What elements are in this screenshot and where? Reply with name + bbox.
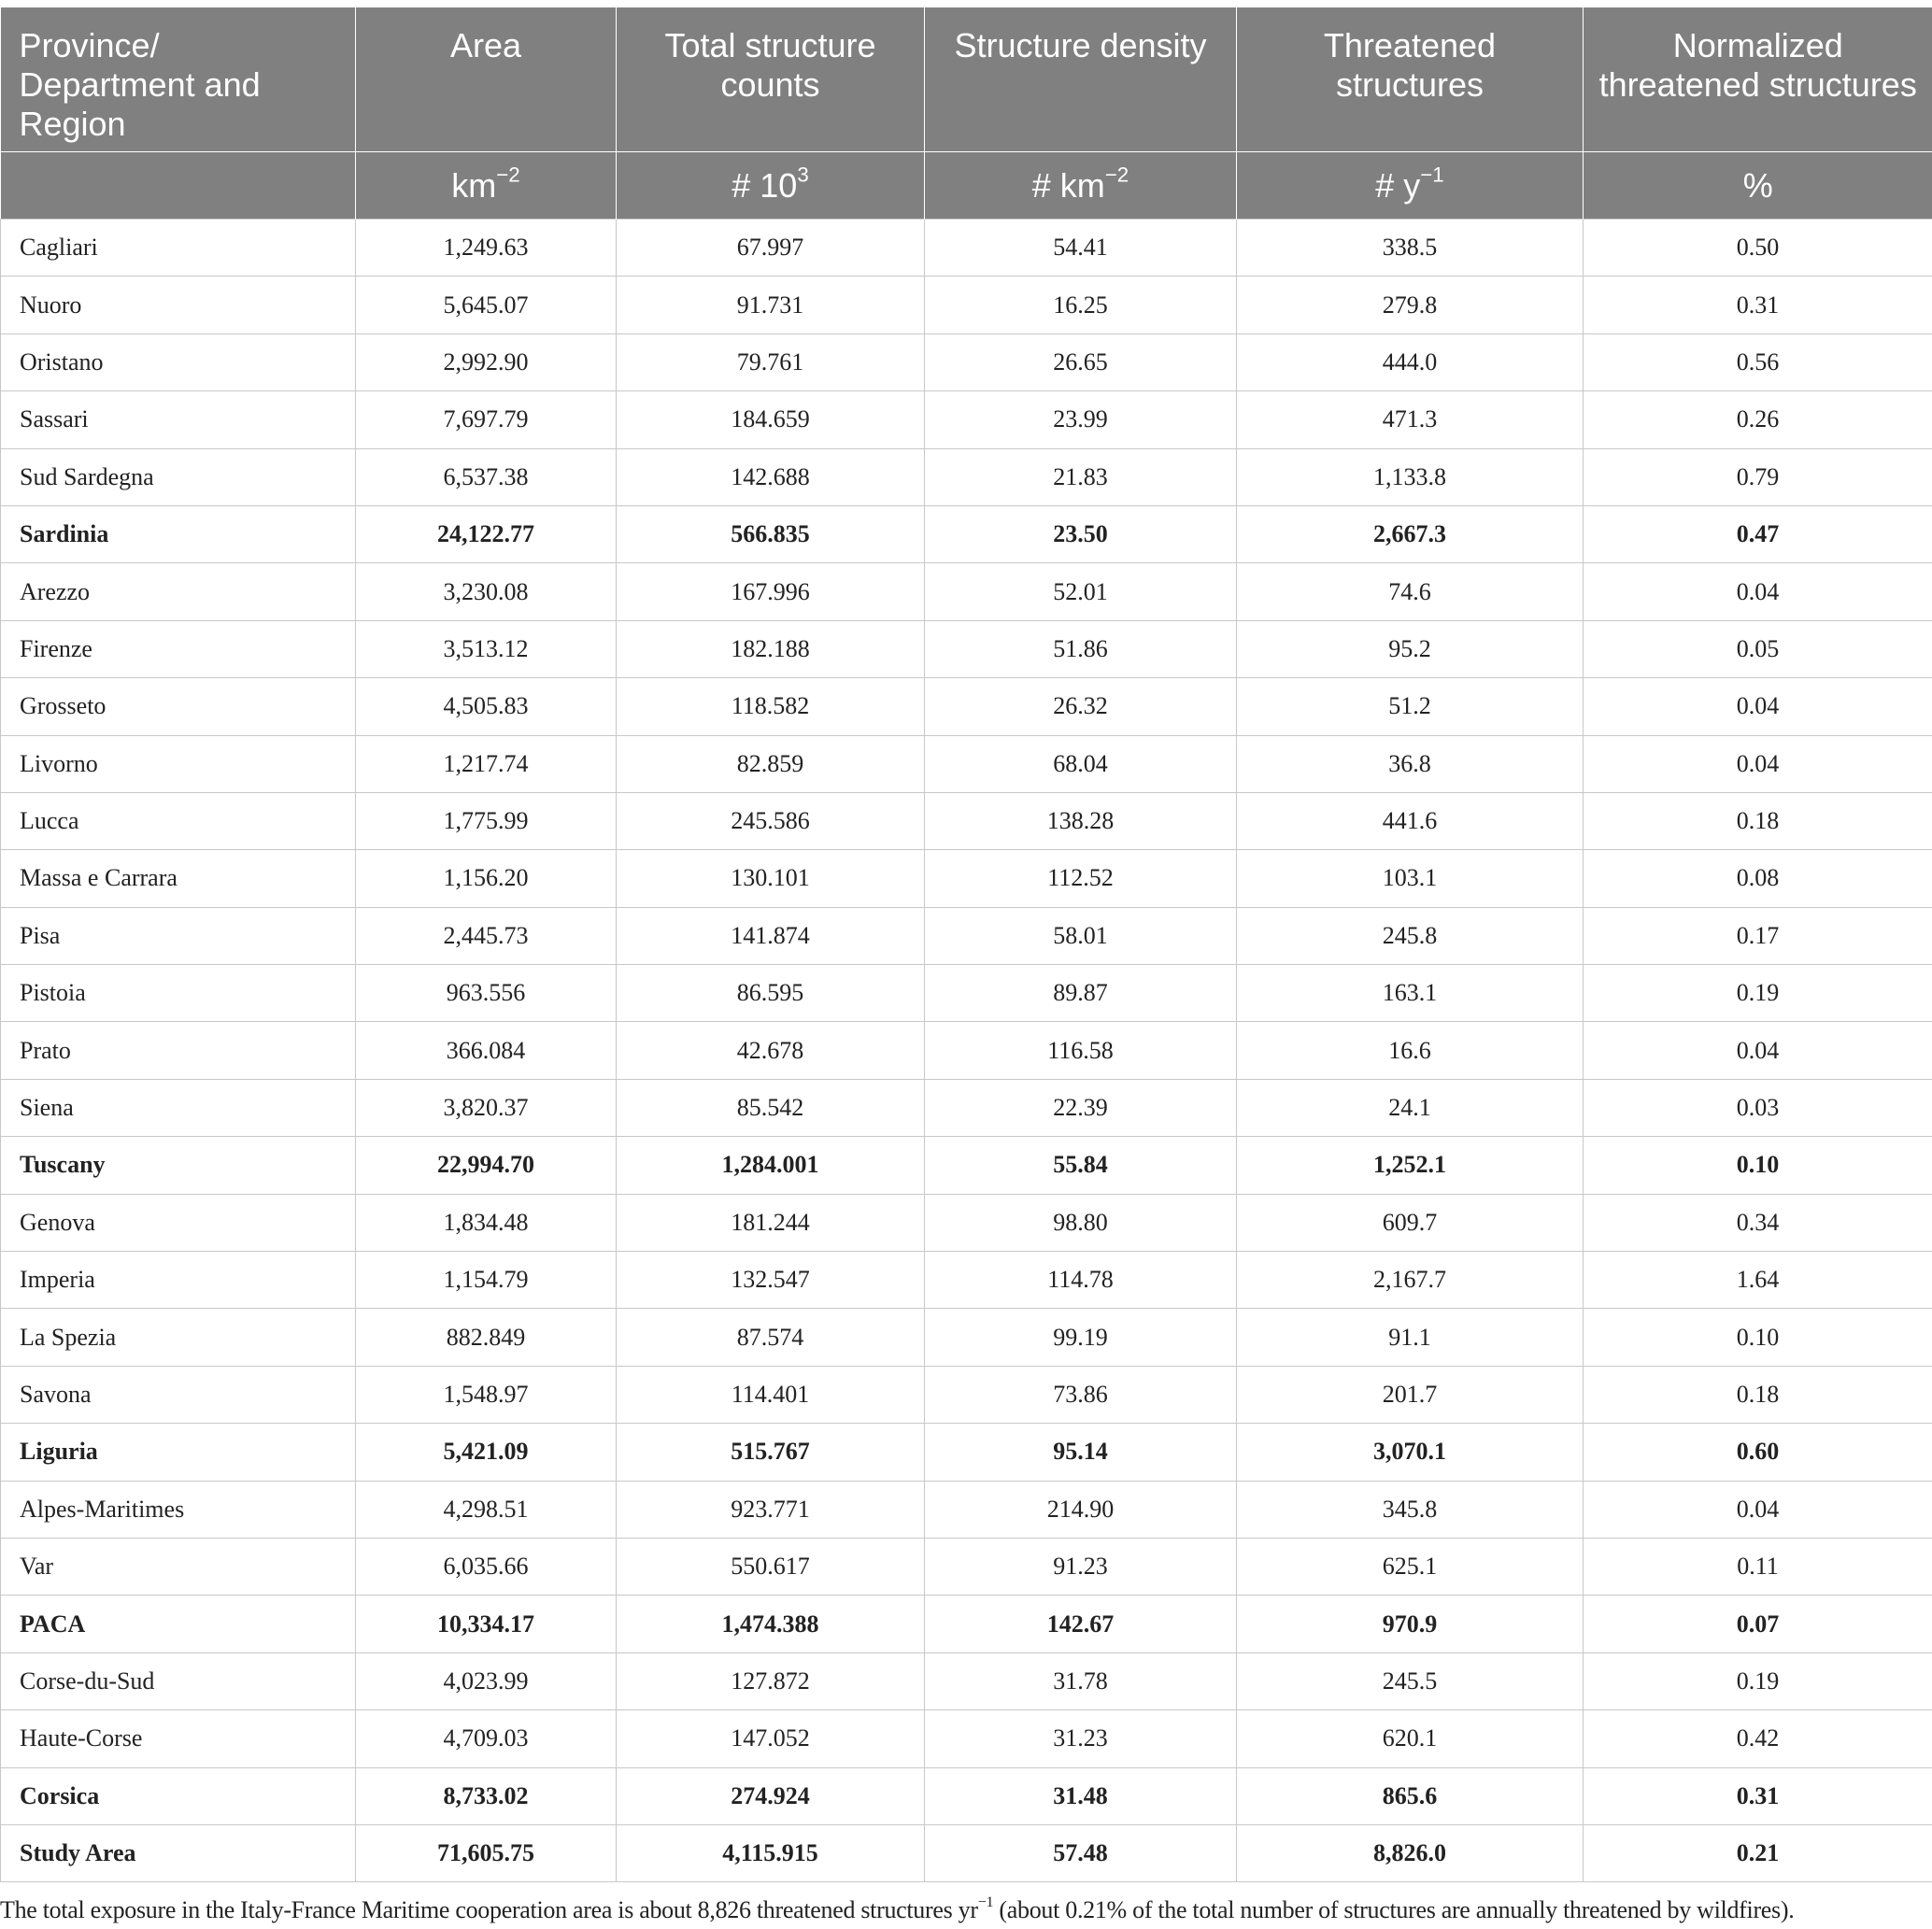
cell-structure-count: 923.771 <box>617 1481 925 1538</box>
data-table <box>0 7 1932 1882</box>
table-row <box>1 1710 1932 1767</box>
cell-threatened: 245.8 <box>1237 907 1584 964</box>
cell-normalized: 0.42 <box>1584 1710 1932 1767</box>
cell-area: 3,513.12 <box>356 620 617 677</box>
table-row <box>1 620 1932 677</box>
cell-region: Pistoia <box>1 965 356 1022</box>
cell-structure-count: 1,474.388 <box>617 1596 925 1652</box>
table-row <box>1 1022 1932 1079</box>
unit-area-exp: −2 <box>496 162 520 186</box>
cell-structure-count: 245.586 <box>617 792 925 849</box>
cell-area: 1,217.74 <box>356 735 617 792</box>
cell-structure-count: 79.761 <box>617 333 925 390</box>
cell-structure-density: 52.01 <box>925 563 1237 620</box>
cell-threatened: 441.6 <box>1237 792 1584 849</box>
cell-normalized: 0.19 <box>1584 1652 1932 1709</box>
cell-normalized: 1.64 <box>1584 1252 1932 1309</box>
cell-normalized: 0.79 <box>1584 448 1932 505</box>
cell-threatened: 1,133.8 <box>1237 448 1584 505</box>
cell-region: Pisa <box>1 907 356 964</box>
cell-threatened: 95.2 <box>1237 620 1584 677</box>
footnote-text-end: (about 0.21% of the total number of structures are annually threatened by wildfires). <box>993 1896 1795 1923</box>
unit-threatened-exp: −1 <box>1420 162 1444 186</box>
header-threatened-structures: Threatened structures <box>1237 7 1584 152</box>
cell-area: 4,298.51 <box>356 1481 617 1538</box>
cell-structure-density: 89.87 <box>925 965 1237 1022</box>
cell-region: Livorno <box>1 735 356 792</box>
unit-count-base: # 10 <box>732 165 798 205</box>
unit-area-base: km <box>451 165 497 205</box>
table-row <box>1 333 1932 390</box>
cell-structure-density: 23.50 <box>925 505 1237 562</box>
table-row <box>1 563 1932 620</box>
cell-region: Prato <box>1 1022 356 1079</box>
cell-area: 963.556 <box>356 965 617 1022</box>
cell-threatened: 201.7 <box>1237 1366 1584 1423</box>
cell-region: Tuscany <box>1 1137 356 1194</box>
cell-threatened: 609.7 <box>1237 1194 1584 1251</box>
cell-normalized: 0.47 <box>1584 505 1932 562</box>
cell-structure-count: 118.582 <box>617 678 925 735</box>
table-row-total <box>1 1596 1932 1652</box>
cell-region: Arezzo <box>1 563 356 620</box>
cell-structure-count: 42.678 <box>617 1022 925 1079</box>
cell-normalized: 0.04 <box>1584 1481 1932 1538</box>
cell-normalized: 0.04 <box>1584 1022 1932 1079</box>
table-row <box>1 678 1932 735</box>
cell-region: Corsica <box>1 1767 356 1824</box>
cell-area: 24,122.77 <box>356 505 617 562</box>
cell-normalized: 0.21 <box>1584 1824 1932 1881</box>
header-region: Province/ Department and Region <box>1 7 356 152</box>
cell-structure-density: 26.65 <box>925 333 1237 390</box>
table-row <box>1 448 1932 505</box>
cell-structure-density: 21.83 <box>925 448 1237 505</box>
cell-structure-density: 114.78 <box>925 1252 1237 1309</box>
cell-structure-density: 31.48 <box>925 1767 1237 1824</box>
cell-structure-density: 23.99 <box>925 391 1237 448</box>
unit-area <box>356 152 617 220</box>
cell-normalized: 0.18 <box>1584 1366 1932 1423</box>
cell-region: Massa e Carrara <box>1 850 356 907</box>
cell-area: 4,023.99 <box>356 1652 617 1709</box>
cell-normalized: 0.31 <box>1584 1767 1932 1824</box>
cell-threatened: 865.6 <box>1237 1767 1584 1824</box>
cell-structure-count: 67.997 <box>617 220 925 277</box>
cell-region: Cagliari <box>1 220 356 277</box>
table-row-total <box>1 1424 1932 1481</box>
cell-threatened: 345.8 <box>1237 1481 1584 1538</box>
table-row <box>1 965 1932 1022</box>
cell-area: 8,733.02 <box>356 1767 617 1824</box>
table-row <box>1 277 1932 333</box>
cell-area: 22,994.70 <box>356 1137 617 1194</box>
cell-region: Var <box>1 1538 356 1595</box>
cell-structure-density: 31.78 <box>925 1652 1237 1709</box>
unit-normalized <box>1584 152 1932 220</box>
cell-area: 10,334.17 <box>356 1596 617 1652</box>
cell-region: Study Area <box>1 1824 356 1881</box>
cell-area: 6,035.66 <box>356 1538 617 1595</box>
table-row <box>1 850 1932 907</box>
cell-structure-density: 91.23 <box>925 1538 1237 1595</box>
cell-normalized: 0.07 <box>1584 1596 1932 1652</box>
table-row <box>1 792 1932 849</box>
cell-normalized: 0.05 <box>1584 620 1932 677</box>
cell-region: Siena <box>1 1079 356 1136</box>
cell-normalized: 0.18 <box>1584 792 1932 849</box>
cell-normalized: 0.04 <box>1584 678 1932 735</box>
footnote-exponent: −1 <box>977 1894 994 1910</box>
unit-count <box>617 152 925 220</box>
cell-structure-count: 274.924 <box>617 1767 925 1824</box>
cell-normalized: 0.04 <box>1584 563 1932 620</box>
cell-structure-count: 141.874 <box>617 907 925 964</box>
cell-structure-count: 85.542 <box>617 1079 925 1136</box>
unit-normalized-base: % <box>1742 165 1773 205</box>
cell-normalized: 0.11 <box>1584 1538 1932 1595</box>
cell-threatened: 2,167.7 <box>1237 1252 1584 1309</box>
header-normalized-threatened: Normalized threatened structures <box>1584 7 1932 152</box>
cell-threatened: 1,252.1 <box>1237 1137 1584 1194</box>
table-row-total <box>1 1767 1932 1824</box>
cell-region: Liguria <box>1 1424 356 1481</box>
cell-region: PACA <box>1 1596 356 1652</box>
table-row <box>1 1194 1932 1251</box>
table-container <box>0 7 1932 1882</box>
cell-region: Grosseto <box>1 678 356 735</box>
table-row <box>1 1481 1932 1538</box>
cell-structure-density: 112.52 <box>925 850 1237 907</box>
cell-normalized: 0.19 <box>1584 965 1932 1022</box>
cell-area: 1,548.97 <box>356 1366 617 1423</box>
unit-density <box>925 152 1237 220</box>
cell-normalized: 0.10 <box>1584 1309 1932 1366</box>
cell-region: Corse-du-Sud <box>1 1652 356 1709</box>
cell-area: 1,834.48 <box>356 1194 617 1251</box>
cell-area: 1,249.63 <box>356 220 617 277</box>
table-row <box>1 1252 1932 1309</box>
cell-threatened: 51.2 <box>1237 678 1584 735</box>
cell-area: 3,820.37 <box>356 1079 617 1136</box>
cell-threatened: 620.1 <box>1237 1710 1584 1767</box>
cell-structure-density: 142.67 <box>925 1596 1237 1652</box>
cell-normalized: 0.34 <box>1584 1194 1932 1251</box>
cell-threatened: 163.1 <box>1237 965 1584 1022</box>
unit-threatened <box>1237 152 1584 220</box>
cell-structure-density: 58.01 <box>925 907 1237 964</box>
cell-threatened: 338.5 <box>1237 220 1584 277</box>
cell-threatened: 970.9 <box>1237 1596 1584 1652</box>
cell-region: Haute-Corse <box>1 1710 356 1767</box>
cell-region: Genova <box>1 1194 356 1251</box>
table-row <box>1 907 1932 964</box>
units-row <box>1 152 1932 220</box>
cell-region: Sud Sardegna <box>1 448 356 505</box>
cell-normalized: 0.17 <box>1584 907 1932 964</box>
cell-structure-count: 4,115.915 <box>617 1824 925 1881</box>
cell-structure-density: 73.86 <box>925 1366 1237 1423</box>
cell-normalized: 0.26 <box>1584 391 1932 448</box>
cell-normalized: 0.60 <box>1584 1424 1932 1481</box>
cell-normalized: 0.10 <box>1584 1137 1932 1194</box>
cell-area: 71,605.75 <box>356 1824 617 1881</box>
cell-structure-count: 515.767 <box>617 1424 925 1481</box>
cell-structure-count: 86.595 <box>617 965 925 1022</box>
cell-area: 1,154.79 <box>356 1252 617 1309</box>
cell-region: La Spezia <box>1 1309 356 1366</box>
cell-structure-density: 57.48 <box>925 1824 1237 1881</box>
cell-threatened: 74.6 <box>1237 563 1584 620</box>
cell-threatened: 471.3 <box>1237 391 1584 448</box>
cell-region: Lucca <box>1 792 356 849</box>
cell-structure-density: 99.19 <box>925 1309 1237 1366</box>
table-row <box>1 220 1932 277</box>
cell-structure-density: 214.90 <box>925 1481 1237 1538</box>
cell-structure-count: 91.731 <box>617 277 925 333</box>
unit-density-exp: −2 <box>1104 162 1129 186</box>
cell-structure-density: 55.84 <box>925 1137 1237 1194</box>
cell-threatened: 3,070.1 <box>1237 1424 1584 1481</box>
unit-threatened-base: # y <box>1375 165 1421 205</box>
unit-region <box>1 152 356 220</box>
cell-structure-count: 1,284.001 <box>617 1137 925 1194</box>
cell-structure-count: 114.401 <box>617 1366 925 1423</box>
cell-structure-count: 82.859 <box>617 735 925 792</box>
cell-structure-density: 138.28 <box>925 792 1237 849</box>
table-row-total <box>1 505 1932 562</box>
cell-threatened: 24.1 <box>1237 1079 1584 1136</box>
cell-threatened: 625.1 <box>1237 1538 1584 1595</box>
table-row <box>1 391 1932 448</box>
cell-normalized: 0.04 <box>1584 735 1932 792</box>
table-row <box>1 1079 1932 1136</box>
cell-area: 5,645.07 <box>356 277 617 333</box>
cell-area: 4,505.83 <box>356 678 617 735</box>
cell-area: 7,697.79 <box>356 391 617 448</box>
header-structure-density: Structure density <box>925 7 1237 152</box>
header-row <box>1 7 1932 152</box>
cell-area: 2,445.73 <box>356 907 617 964</box>
cell-structure-count: 87.574 <box>617 1309 925 1366</box>
table-row <box>1 1309 1932 1366</box>
cell-threatened: 444.0 <box>1237 333 1584 390</box>
unit-density-base: # km <box>1031 165 1105 205</box>
cell-structure-count: 130.101 <box>617 850 925 907</box>
cell-structure-count: 550.617 <box>617 1538 925 1595</box>
cell-threatened: 8,826.0 <box>1237 1824 1584 1881</box>
cell-area: 5,421.09 <box>356 1424 617 1481</box>
cell-structure-density: 51.86 <box>925 620 1237 677</box>
cell-area: 1,775.99 <box>356 792 617 849</box>
table-body <box>1 220 1932 1882</box>
table-row-total <box>1 1137 1932 1194</box>
cell-threatened: 103.1 <box>1237 850 1584 907</box>
cell-structure-count: 142.688 <box>617 448 925 505</box>
cell-normalized: 0.31 <box>1584 277 1932 333</box>
cell-structure-density: 98.80 <box>925 1194 1237 1251</box>
cell-structure-density: 22.39 <box>925 1079 1237 1136</box>
cell-structure-count: 132.547 <box>617 1252 925 1309</box>
cell-region: Nuoro <box>1 277 356 333</box>
table-row <box>1 735 1932 792</box>
cell-region: Oristano <box>1 333 356 390</box>
cell-structure-count: 127.872 <box>617 1652 925 1709</box>
cell-structure-density: 95.14 <box>925 1424 1237 1481</box>
cell-structure-count: 182.188 <box>617 620 925 677</box>
table-footnote <box>0 1896 1932 1924</box>
cell-structure-count: 167.996 <box>617 563 925 620</box>
cell-area: 882.849 <box>356 1309 617 1366</box>
cell-threatened: 279.8 <box>1237 277 1584 333</box>
cell-structure-density: 68.04 <box>925 735 1237 792</box>
cell-threatened: 36.8 <box>1237 735 1584 792</box>
header-area: Area <box>356 7 617 152</box>
table-row <box>1 1652 1932 1709</box>
header-total-structure-counts: Total structure counts <box>617 7 925 152</box>
cell-structure-count: 184.659 <box>617 391 925 448</box>
cell-structure-density: 26.32 <box>925 678 1237 735</box>
table-row-total <box>1 1824 1932 1881</box>
cell-threatened: 245.5 <box>1237 1652 1584 1709</box>
cell-area: 1,156.20 <box>356 850 617 907</box>
cell-area: 3,230.08 <box>356 563 617 620</box>
cell-region: Imperia <box>1 1252 356 1309</box>
cell-region: Sardinia <box>1 505 356 562</box>
cell-structure-count: 566.835 <box>617 505 925 562</box>
cell-normalized: 0.08 <box>1584 850 1932 907</box>
cell-threatened: 16.6 <box>1237 1022 1584 1079</box>
table-row <box>1 1366 1932 1423</box>
cell-structure-density: 31.23 <box>925 1710 1237 1767</box>
cell-region: Firenze <box>1 620 356 677</box>
cell-area: 2,992.90 <box>356 333 617 390</box>
cell-area: 4,709.03 <box>356 1710 617 1767</box>
cell-region: Savona <box>1 1366 356 1423</box>
cell-area: 366.084 <box>356 1022 617 1079</box>
table-header <box>1 7 1932 220</box>
cell-normalized: 0.03 <box>1584 1079 1932 1136</box>
cell-normalized: 0.50 <box>1584 220 1932 277</box>
cell-region: Alpes-Maritimes <box>1 1481 356 1538</box>
unit-count-exp: 3 <box>797 162 809 186</box>
cell-structure-count: 147.052 <box>617 1710 925 1767</box>
cell-structure-density: 116.58 <box>925 1022 1237 1079</box>
cell-threatened: 2,667.3 <box>1237 505 1584 562</box>
footnote-text: The total exposure in the Italy-France Maritime cooperation area is about 8,826 threatened structures yr <box>0 1896 978 1923</box>
table-row <box>1 1538 1932 1595</box>
cell-threatened: 91.1 <box>1237 1309 1584 1366</box>
cell-area: 6,537.38 <box>356 448 617 505</box>
cell-structure-density: 16.25 <box>925 277 1237 333</box>
cell-structure-count: 181.244 <box>617 1194 925 1251</box>
cell-region: Sassari <box>1 391 356 448</box>
cell-normalized: 0.56 <box>1584 333 1932 390</box>
cell-structure-density: 54.41 <box>925 220 1237 277</box>
